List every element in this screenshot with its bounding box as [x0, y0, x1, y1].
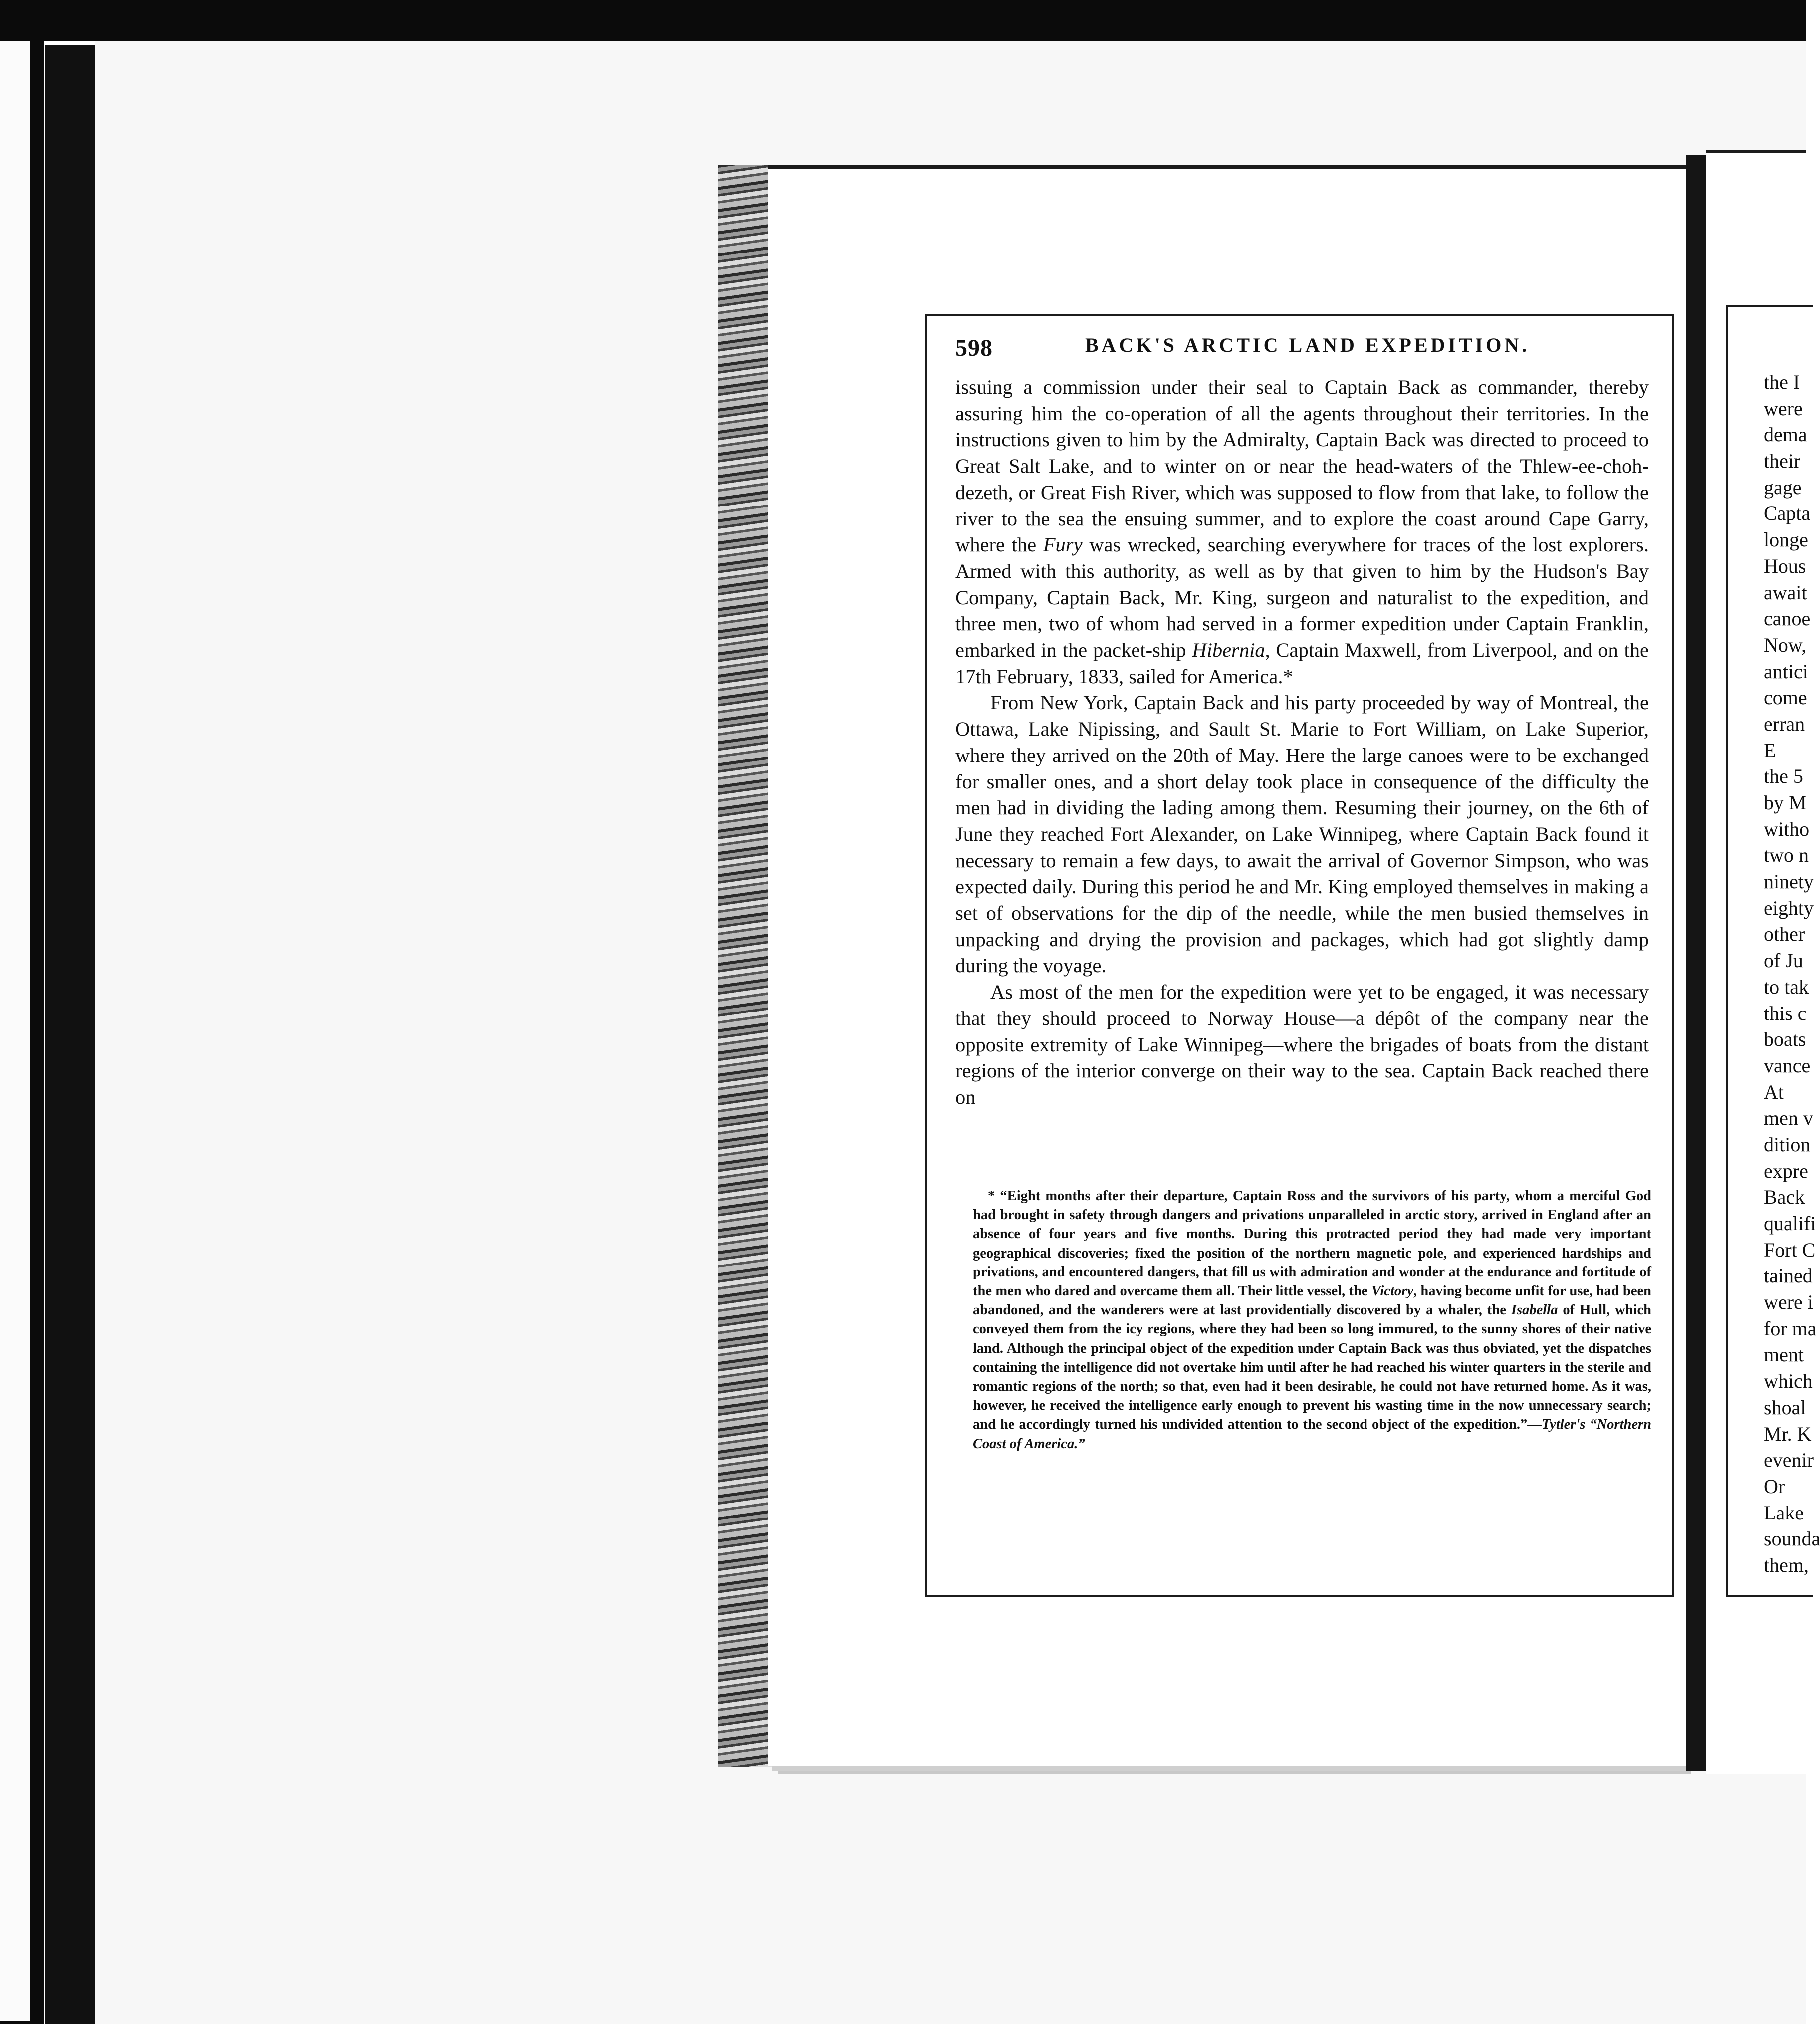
- facing-page-line: by M: [1764, 791, 1807, 814]
- facing-page-line: shoal: [1764, 1396, 1806, 1419]
- facing-page-line: come: [1764, 686, 1807, 709]
- facing-page-line: sounda: [1764, 1527, 1820, 1550]
- footnote-source-author: Tytler's: [1541, 1417, 1586, 1433]
- running-head: BACK'S ARCTIC LAND EXPEDITION.: [1085, 334, 1530, 356]
- facing-page-line: E: [1764, 739, 1776, 761]
- paragraph-2: From New York, Captain Back and his party proceeded by way of Montreal, the Ottawa, Lake Nipissing, and Sault St. Marie to Fort William, on Lake Superior, where they arrived on the 20th of May. Here the large canoes were to be exchanged for smaller ones, and a short delay took place in consequence of the difficulty the men had in dividing the lading among them. Resuming their journey, on the 6th of June they reached Fort Alexander, on Lake Winnipeg, where Captain Back found it necessary to remain a few days, to await the arrival of Governor Simpson, who was expected daily. During this period he and Mr. King employed themselves in making a set of observations for the dip of the needle, while the men busied themselves in unpacking and drying the provision and packages, which had got slightly damp during the voyage.: [955, 691, 1649, 977]
- facing-page-line: expre: [1764, 1159, 1808, 1182]
- facing-page-line: to tak: [1764, 975, 1809, 998]
- facing-page-line: erran: [1764, 712, 1805, 735]
- facing-page-line: At: [1764, 1080, 1784, 1103]
- ship-name-victory: Victory: [1371, 1283, 1413, 1299]
- previous-page-strip: [0, 41, 30, 2021]
- facing-page-line: longe: [1764, 528, 1808, 551]
- footnote-text-a: * “Eight months after their departure, Captain Ross and the survivors of his party, whom a merciful God had brought in safety through dangers and privations unparalleled in arctic story, arrived in England after an absence of four years and five months. During this protracted period they had made very important geographical discoveries; fixed the position of the northern magnetic pole, and experienced hardships and privations, and encountered dangers, that fill us with admiration and wonder at the endurance and fortitude of the men who dared and overcame them all. Their little vessel, the: [973, 1188, 1651, 1299]
- paragraph-1: [955, 374, 1649, 690]
- facing-page-line: two n: [1764, 844, 1809, 867]
- footnote-text-c: of Hull, which conveyed them from the icy regions, where they had been so long immured, to the sunny shores of their native land. Although the principal object of the expedition under Captain Back was thus obviated, yet the dispatches containing the intelligence did not overtake him until after he had reached his winter quarters in the sterile and romantic regions of the north; so that, even had it been desirable, he could not have returned home. As it was, however, he received the intelligence early enough to prevent his wasting time in the now unnecessary search; and he accordingly turned his undivided attention to the second object of the expedition.”—: [973, 1302, 1651, 1433]
- footnote-paragraph: [973, 1187, 1651, 1454]
- facing-page-line: for ma: [1764, 1317, 1817, 1340]
- facing-page-line: men v: [1764, 1107, 1813, 1130]
- facing-page-line: boats: [1764, 1028, 1806, 1051]
- footnote: [973, 1187, 1651, 1454]
- facing-page-line: Or: [1764, 1475, 1785, 1498]
- main-text: [955, 374, 1649, 1111]
- paragraph-1-text-a: issuing a commission under their seal to Captain Back as commander, thereby assuring him the co-operation of all the agents throughout their territories. In the instructions given to him by the Admiralty, Captain Back was directed to proceed to Great Salt Lake, and to winter on or near the head-waters of the Thlew-ee-choh-dezeth, or Great Fish River, which was supposed to flow from that lake, to follow the river to the sea the ensuing summer, and to explore the coast around Cape Garry, where the: [955, 376, 1649, 556]
- facing-page-line: ment: [1764, 1343, 1804, 1366]
- facing-page-line: Hous: [1764, 554, 1806, 577]
- facing-page-line: Lake: [1764, 1501, 1804, 1524]
- footnote-text-b: , having become unfit for use, had been abandoned, and the wanderers were at last providentially discovered by a whaler, the: [973, 1283, 1651, 1318]
- facing-page-line: which: [1764, 1370, 1813, 1393]
- ship-name-fury: Fury: [1043, 533, 1083, 556]
- book-binding: [1686, 155, 1706, 1771]
- facing-page-line: this c: [1764, 1002, 1807, 1024]
- facing-page-line: gage: [1764, 476, 1802, 499]
- facing-page-line: their: [1764, 450, 1801, 473]
- facing-page-line: witho: [1764, 817, 1810, 840]
- facing-page-line: evenir: [1764, 1449, 1814, 1472]
- ship-name-hibernia: Hibernia: [1192, 639, 1265, 662]
- facing-page-line: tained: [1764, 1265, 1813, 1287]
- facing-page-line: them,: [1764, 1553, 1809, 1576]
- gutter-bar: [45, 45, 95, 2024]
- facing-page-line: Capta: [1764, 502, 1811, 525]
- facing-page-line: the 5: [1764, 765, 1803, 788]
- facing-page-line: antici: [1764, 660, 1808, 683]
- facing-page-line: eighty: [1764, 896, 1814, 919]
- facing-page-line: vance: [1764, 1054, 1811, 1077]
- ship-name-isabella: Isabella: [1511, 1302, 1558, 1318]
- facing-page-line: qualifi: [1764, 1212, 1816, 1235]
- facing-page-line: await: [1764, 581, 1807, 604]
- facing-page-line: dition: [1764, 1133, 1811, 1156]
- facing-page-line: Back: [1764, 1186, 1805, 1209]
- paragraph-3: As most of the men for the expedition were yet to be engaged, it was necessary that they should proceed to Norway House—a dépôt of the company near the opposite extremity of Lake Winnipeg—where the brigades of boats from the distant regions of the interior converge on their way to the sea. Captain Back reached there on: [955, 981, 1649, 1108]
- facing-page-line: Fort C: [1764, 1238, 1816, 1261]
- facing-page-line: were: [1764, 397, 1803, 420]
- paragraph-1-text-b: was wrecked, searching everywhere for traces of the lost explorers. Armed with this authority, as well as by that given to him by the Hudson's Bay Company, Captain Back, Mr. King, surgeon and naturalist to the expedition, and three men, two of whom had served in a former expedition under Captain Franklin, embarked in the packet-ship: [955, 533, 1649, 662]
- facing-page-line: dema: [1764, 423, 1807, 446]
- facing-page-text: [1764, 369, 1820, 1579]
- paragraph-1-text-c: , Captain Maxwell, from Liverpool, and on the 17th February, 1833, sailed for America.*: [955, 639, 1649, 688]
- page-number: 598: [955, 335, 993, 361]
- facing-page-line: canoe: [1764, 607, 1811, 630]
- facing-page-line: the I: [1764, 371, 1800, 393]
- facing-page-line: of Ju: [1764, 949, 1803, 972]
- footnote-source-title: “Northern Coast of America.”: [973, 1417, 1651, 1452]
- facing-page-line: other: [1764, 923, 1805, 946]
- scan-frame-top: [0, 0, 1806, 41]
- facing-page-line: ninety: [1764, 870, 1814, 893]
- facing-page-line: Now,: [1764, 633, 1807, 656]
- facing-page-line: Mr. K: [1764, 1422, 1812, 1445]
- facing-page-line: were i: [1764, 1291, 1813, 1314]
